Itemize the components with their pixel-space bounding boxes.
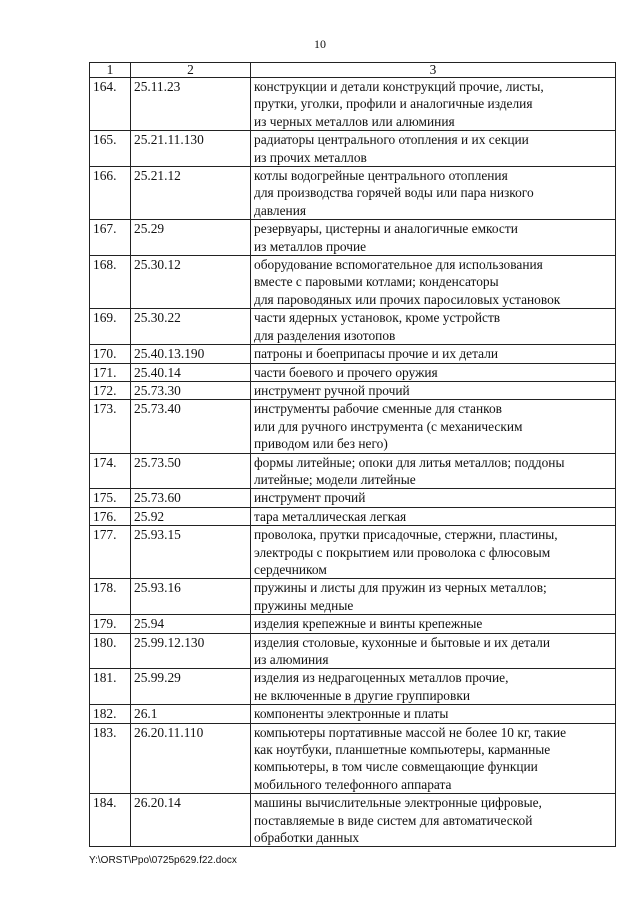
table-row	[90, 78, 616, 131]
classification-code-cell: 26.20.14	[131, 794, 251, 847]
table-row	[90, 794, 616, 847]
row-number-cell: 170.	[90, 345, 131, 363]
table-row	[90, 669, 616, 705]
classification-code-cell: 25.92	[131, 507, 251, 525]
classification-code-cell: 25.73.40	[131, 400, 251, 453]
row-number-cell: 174.	[90, 453, 131, 489]
table-row	[90, 220, 616, 256]
row-number-cell: 165.	[90, 131, 131, 167]
table-row	[90, 507, 616, 525]
description-cell: части боевого и прочего оружия	[251, 363, 616, 381]
table-row	[90, 453, 616, 489]
header-col-1: 1	[90, 63, 131, 78]
classification-code-cell: 25.94	[131, 615, 251, 633]
description-cell: радиаторы центрального отопления и их секции из прочих металлов	[251, 131, 616, 167]
classification-code-cell: 25.30.12	[131, 256, 251, 309]
description-cell: инструменты рабочие сменные для станков или для ручного инструмента (с механическим приводом или без него)	[251, 400, 616, 453]
table-row	[90, 705, 616, 723]
classification-code-cell: 25.93.16	[131, 579, 251, 615]
footer-file-path: Y:\ORST\Ppo\0725p629.f22.docx	[89, 855, 237, 866]
table-row	[90, 309, 616, 345]
table-row	[90, 363, 616, 381]
row-number-cell: 181.	[90, 669, 131, 705]
description-cell: изделия крепежные и винты крепежные	[251, 615, 616, 633]
row-number-cell: 169.	[90, 309, 131, 345]
classification-code-cell: 25.29	[131, 220, 251, 256]
table-row	[90, 489, 616, 507]
classification-code-cell: 25.99.12.130	[131, 633, 251, 669]
row-number-cell: 178.	[90, 579, 131, 615]
header-col-2: 2	[131, 63, 251, 78]
description-cell: пружины и листы для пружин из черных металлов; пружины медные	[251, 579, 616, 615]
description-cell: инструмент ручной прочий	[251, 381, 616, 399]
table-row	[90, 526, 616, 579]
row-number-cell: 179.	[90, 615, 131, 633]
classification-code-cell: 25.40.13.190	[131, 345, 251, 363]
table-row	[90, 167, 616, 220]
row-number-cell: 180.	[90, 633, 131, 669]
classification-code-cell: 25.99.29	[131, 669, 251, 705]
classification-code-cell: 25.93.15	[131, 526, 251, 579]
row-number-cell: 176.	[90, 507, 131, 525]
description-cell: инструмент прочий	[251, 489, 616, 507]
description-cell: оборудование вспомогательное для использования вместе с паровыми котлами; конденсаторы для пароводяных или прочих паросиловых установок	[251, 256, 616, 309]
description-cell: компоненты электронные и платы	[251, 705, 616, 723]
classification-code-cell: 25.11.23	[131, 78, 251, 131]
table-row	[90, 633, 616, 669]
page-number: 10	[314, 37, 326, 51]
row-number-cell: 182.	[90, 705, 131, 723]
row-number-cell: 168.	[90, 256, 131, 309]
table-header-row	[90, 63, 616, 78]
row-number-cell: 173.	[90, 400, 131, 453]
classification-code-cell: 25.30.22	[131, 309, 251, 345]
row-number-cell: 175.	[90, 489, 131, 507]
classification-code-cell: 25.73.50	[131, 453, 251, 489]
table-row	[90, 615, 616, 633]
table-row	[90, 400, 616, 453]
header-col-3: 3	[251, 63, 616, 78]
row-number-cell: 177.	[90, 526, 131, 579]
classification-code-cell: 25.21.12	[131, 167, 251, 220]
table-row	[90, 723, 616, 794]
table-row	[90, 381, 616, 399]
description-cell: изделия столовые, кухонные и бытовые и их детали из алюминия	[251, 633, 616, 669]
description-cell: тара металлическая легкая	[251, 507, 616, 525]
description-cell: изделия из недрагоценных металлов прочие, не включенные в другие группировки	[251, 669, 616, 705]
description-cell: котлы водогрейные центрального отопления для производства горячей воды или пара низкого давления	[251, 167, 616, 220]
description-cell: конструкции и детали конструкций прочие, листы, прутки, уголки, профили и аналогичные изделия из черных металлов или алюминия	[251, 78, 616, 131]
classification-code-cell: 26.1	[131, 705, 251, 723]
codes-table	[89, 62, 616, 847]
row-number-cell: 171.	[90, 363, 131, 381]
table-row	[90, 579, 616, 615]
row-number-cell: 184.	[90, 794, 131, 847]
row-number-cell: 164.	[90, 78, 131, 131]
classification-code-cell: 25.73.60	[131, 489, 251, 507]
description-cell: патроны и боеприпасы прочие и их детали	[251, 345, 616, 363]
classification-code-cell: 25.21.11.130	[131, 131, 251, 167]
row-number-cell: 183.	[90, 723, 131, 794]
classification-code-cell: 25.73.30	[131, 381, 251, 399]
classification-code-cell: 25.40.14	[131, 363, 251, 381]
table-row	[90, 345, 616, 363]
row-number-cell: 172.	[90, 381, 131, 399]
row-number-cell: 167.	[90, 220, 131, 256]
description-cell: машины вычислительные электронные цифровые, поставляемые в виде систем для автоматической обработки данных	[251, 794, 616, 847]
classification-code-cell: 26.20.11.110	[131, 723, 251, 794]
description-cell: резервуары, цистерны и аналогичные емкости из металлов прочие	[251, 220, 616, 256]
description-cell: проволока, прутки присадочные, стержни, пластины, электроды с покрытием или проволока с флюсовым сердечником	[251, 526, 616, 579]
row-number-cell: 166.	[90, 167, 131, 220]
description-cell: части ядерных установок, кроме устройств для разделения изотопов	[251, 309, 616, 345]
description-cell: компьютеры портативные массой не более 10 кг, такие как ноутбуки, планшетные компьютеры, карманные компьютеры, в том числе совмещающие функции мобильного телефонного аппарата	[251, 723, 616, 794]
table-row	[90, 256, 616, 309]
table-row	[90, 131, 616, 167]
description-cell: формы литейные; опоки для литья металлов; поддоны литейные; модели литейные	[251, 453, 616, 489]
